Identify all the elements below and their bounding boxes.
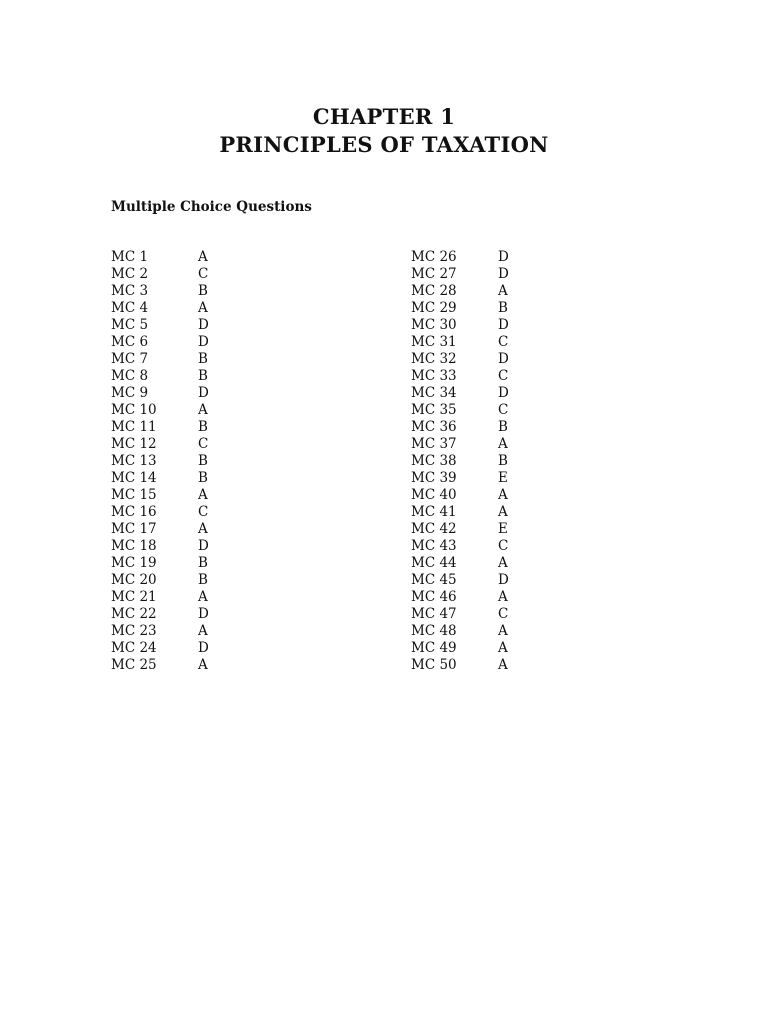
answer-row [111,385,209,402]
question-number: MC 46 [411,589,457,605]
answer-letter: A [198,623,208,639]
answer-letter: D [498,266,509,282]
answer-letter: A [498,623,508,639]
question-number: MC 35 [411,402,457,418]
question-number: MC 1 [111,249,149,265]
answer-letter: D [198,606,209,622]
answer-letter: C [198,436,209,452]
answer-letter: D [198,640,209,656]
question-number: MC 6 [111,334,149,350]
question-number: MC 33 [411,368,457,384]
answer-row [111,334,209,351]
answer-letter: A [198,249,208,265]
answer-letter: D [498,385,509,401]
answer-letter: B [498,453,508,469]
question-number: MC 39 [411,470,457,486]
answer-row [111,589,209,606]
answer-letter: B [198,572,208,588]
answer-letter: D [198,334,209,350]
answer-letter: B [198,368,208,384]
chapter-title: PRINCIPLES OF TAXATION [219,132,549,157]
answer-letter: E [498,470,508,486]
answer-letter: A [198,521,208,537]
answer-row [411,504,509,521]
answer-letter: D [198,317,209,333]
answer-row [111,351,209,368]
answer-row [411,402,509,419]
answer-row [111,504,209,521]
question-number: MC 16 [111,504,157,520]
question-number: MC 12 [111,436,157,452]
question-number: MC 8 [111,368,149,384]
question-number: MC 18 [111,538,157,554]
question-number: MC 15 [111,487,157,503]
answer-row [111,555,209,572]
question-number: MC 44 [411,555,457,571]
answer-row [411,283,509,300]
question-number: MC 17 [111,521,157,537]
answer-row [111,657,209,674]
answer-row [411,640,509,657]
question-number: MC 45 [411,572,457,588]
question-number: MC 13 [111,453,157,469]
answer-letter: B [198,555,208,571]
answer-letter: A [498,504,508,520]
question-number: MC 40 [411,487,457,503]
question-number: MC 3 [111,283,149,299]
answer-letter: A [198,589,208,605]
question-number: MC 5 [111,317,149,333]
answer-row [411,453,509,470]
answer-row [111,453,209,470]
answer-row [111,572,209,589]
answer-row [111,266,209,283]
question-number: MC 2 [111,266,149,282]
question-number: MC 30 [411,317,457,333]
question-number: MC 38 [411,453,457,469]
answer-letter: C [198,504,209,520]
answer-letter: C [498,368,509,384]
answer-row [411,589,509,606]
answer-row [411,538,509,555]
question-number: MC 27 [411,266,457,282]
answer-row [111,249,209,266]
answer-letter: B [498,300,508,316]
answer-row [111,538,209,555]
answer-row [411,385,509,402]
answer-letter: C [498,334,509,350]
answer-letter: A [498,487,508,503]
answer-row [411,266,509,283]
answer-row [111,436,209,453]
answer-row [411,572,509,589]
answer-letter: A [198,657,208,673]
answer-letter: D [498,572,509,588]
question-number: MC 7 [111,351,149,367]
answer-row [411,657,509,674]
question-number: MC 43 [411,538,457,554]
answer-row [411,470,509,487]
title-block [0,103,768,159]
answer-row [111,317,209,334]
question-number: MC 24 [111,640,157,656]
answer-letter: B [498,419,508,435]
answer-row [111,640,209,657]
question-number: MC 36 [411,419,457,435]
question-number: MC 42 [411,521,457,537]
question-number: MC 34 [411,385,457,401]
answer-letter: D [198,538,209,554]
answer-letter: A [498,283,508,299]
answer-letter: B [198,453,208,469]
answer-row [411,555,509,572]
question-number: MC 22 [111,606,157,622]
question-number: MC 9 [111,385,149,401]
answer-letter: A [498,589,508,605]
answer-letter: B [198,351,208,367]
answer-row [411,368,509,385]
question-number: MC 37 [411,436,457,452]
answer-row [111,283,209,300]
question-number: MC 32 [411,351,457,367]
answer-row [111,470,209,487]
answer-letter: A [198,402,208,418]
answer-letter: D [498,317,509,333]
question-number: MC 14 [111,470,157,486]
question-number: MC 19 [111,555,157,571]
answer-letter: D [198,385,209,401]
answer-letter: A [198,487,208,503]
answer-letter: A [198,300,208,316]
question-number: MC 11 [111,419,157,435]
answer-letter: C [198,266,209,282]
answer-row [411,606,509,623]
question-number: MC 28 [411,283,457,299]
question-number: MC 26 [411,249,457,265]
answer-row [411,419,509,436]
question-number: MC 47 [411,606,457,622]
answer-column-left [111,249,209,674]
answer-row [111,300,209,317]
answer-row [411,623,509,640]
question-number: MC 31 [411,334,457,350]
answer-letter: B [198,283,208,299]
answer-letter: A [498,436,508,452]
answer-row [111,368,209,385]
chapter-heading: CHAPTER 1 [312,104,456,129]
answer-letter: A [498,640,508,656]
answer-row [111,521,209,538]
answer-letter: E [498,521,508,537]
answer-letter: B [198,419,208,435]
answer-row [411,436,509,453]
answer-row [111,606,209,623]
answer-letter: B [198,470,208,486]
question-number: MC 50 [411,657,457,673]
answer-row [111,419,209,436]
answer-column-right [411,249,509,674]
answer-row [411,521,509,538]
answer-row [411,317,509,334]
answer-row [111,487,209,504]
answer-row [411,334,509,351]
question-number: MC 23 [111,623,157,639]
answer-letter: C [498,606,509,622]
answer-row [411,487,509,504]
answer-letter: A [498,657,508,673]
question-number: MC 25 [111,657,157,673]
answer-letter: C [498,402,509,418]
question-number: MC 20 [111,572,157,588]
section-heading: Multiple Choice Questions [111,199,312,215]
answer-letter: D [498,249,509,265]
question-number: MC 21 [111,589,157,605]
answer-letter: D [498,351,509,367]
question-number: MC 4 [111,300,149,316]
answer-letter: C [498,538,509,554]
question-number: MC 10 [111,402,157,418]
answer-letter: A [498,555,508,571]
question-number: MC 49 [411,640,457,656]
question-number: MC 41 [411,504,457,520]
question-number: MC 48 [411,623,457,639]
answer-row [111,402,209,419]
answer-row [411,351,509,368]
answer-row [111,623,209,640]
question-number: MC 29 [411,300,457,316]
answer-row [411,249,509,266]
answer-row [411,300,509,317]
